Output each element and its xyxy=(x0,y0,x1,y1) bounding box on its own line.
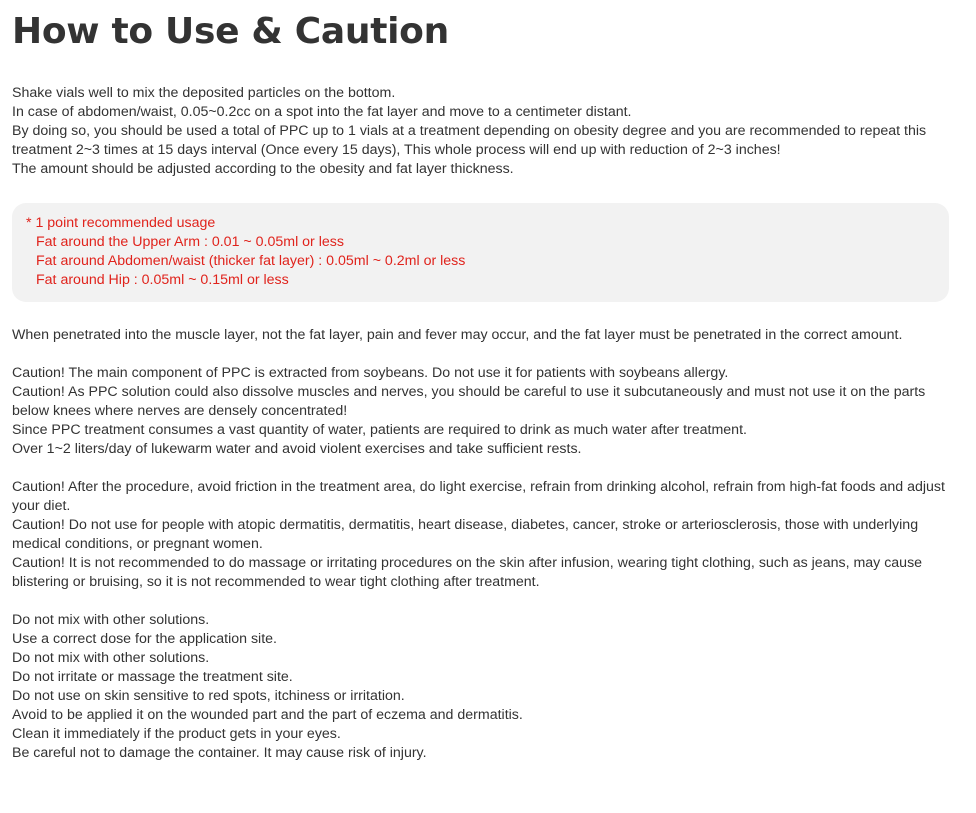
intro-line: By doing so, you should be used a total of PPC up to 1 vials at a treatment depending on obesity degree and you are recommended to repeat this treatment 2~3 times at 15 days interval (Once every 15 days), This whole process will end up with reduction of 2~3 inches! xyxy=(12,123,927,158)
caution-section-2 xyxy=(12,478,964,592)
caution-line: Caution! Do not use for people with atopic dermatitis, dermatitis, heart disease, diabetes, cancer, stroke or arteriosclerosis, those with underlying medical conditions, or pregnant women. xyxy=(12,517,919,552)
penetration-section xyxy=(12,326,964,345)
recommended-usage-box xyxy=(12,203,949,302)
recommended-usage-item: Fat around Hip : 0.05ml ~ 0.15ml or less xyxy=(36,272,289,288)
caution-section-1 xyxy=(12,364,964,459)
recommended-usage-item: Fat around Abdomen/waist (thicker fat layer) : 0.05ml ~ 0.2ml or less xyxy=(36,253,466,269)
rule-line: Do not mix with other solutions. xyxy=(12,612,210,628)
caution-line: Caution! The main component of PPC is extracted from soybeans. Do not use it for patients with soybeans allergy. xyxy=(12,365,729,381)
rules-section xyxy=(12,611,964,763)
rule-line: Use a correct dose for the application site. xyxy=(12,631,277,647)
rule-line: Do not mix with other solutions. xyxy=(12,650,210,666)
caution-line: Caution! As PPC solution could also dissolve muscles and nerves, you should be careful to use it subcutaneously and must not use it on the parts below knees where nerves are densely concentrated! xyxy=(12,384,926,419)
rule-line: Avoid to be applied it on the wounded part and the part of eczema and dermatitis. xyxy=(12,707,523,723)
page-title: How to Use & Caution xyxy=(12,11,449,52)
caution-line: Caution! After the procedure, avoid friction in the treatment area, do light exercise, refrain from drinking alcohol, refrain from high-fat foods and adjust your diet. xyxy=(12,479,945,514)
caution-line: Caution! It is not recommended to do massage or irritating procedures on the skin after infusion, wearing tight clothing, such as jeans, may cause blistering or bruising, so it is not recommended to wear tight clothing after treatment. xyxy=(12,555,923,590)
rule-line: Clean it immediately if the product gets in your eyes. xyxy=(12,726,341,742)
rule-line: Be careful not to damage the container. It may cause risk of injury. xyxy=(12,745,427,761)
penetration-note: When penetrated into the muscle layer, not the fat layer, pain and fever may occur, and the fat layer must be penetrated in the correct amount. xyxy=(12,327,903,343)
intro-line: In case of abdomen/waist, 0.05~0.2cc on a spot into the fat layer and move to a centimeter distant. xyxy=(12,104,632,120)
recommended-usage-item: Fat around the Upper Arm : 0.01 ~ 0.05ml or less xyxy=(36,234,344,250)
intro-section xyxy=(12,84,964,179)
caution-line: Over 1~2 liters/day of lukewarm water and avoid violent exercises and take sufficient rests. xyxy=(12,441,582,457)
rule-line: Do not irritate or massage the treatment site. xyxy=(12,669,293,685)
caution-line: Since PPC treatment consumes a vast quantity of water, patients are required to drink as much water after treatment. xyxy=(12,422,747,438)
intro-line: The amount should be adjusted according to the obesity and fat layer thickness. xyxy=(12,161,514,177)
rule-line: Do not use on skin sensitive to red spots, itchiness or irritation. xyxy=(12,688,405,704)
intro-line: Shake vials well to mix the deposited particles on the bottom. xyxy=(12,85,396,101)
recommended-usage-heading: * 1 point recommended usage xyxy=(26,215,216,231)
